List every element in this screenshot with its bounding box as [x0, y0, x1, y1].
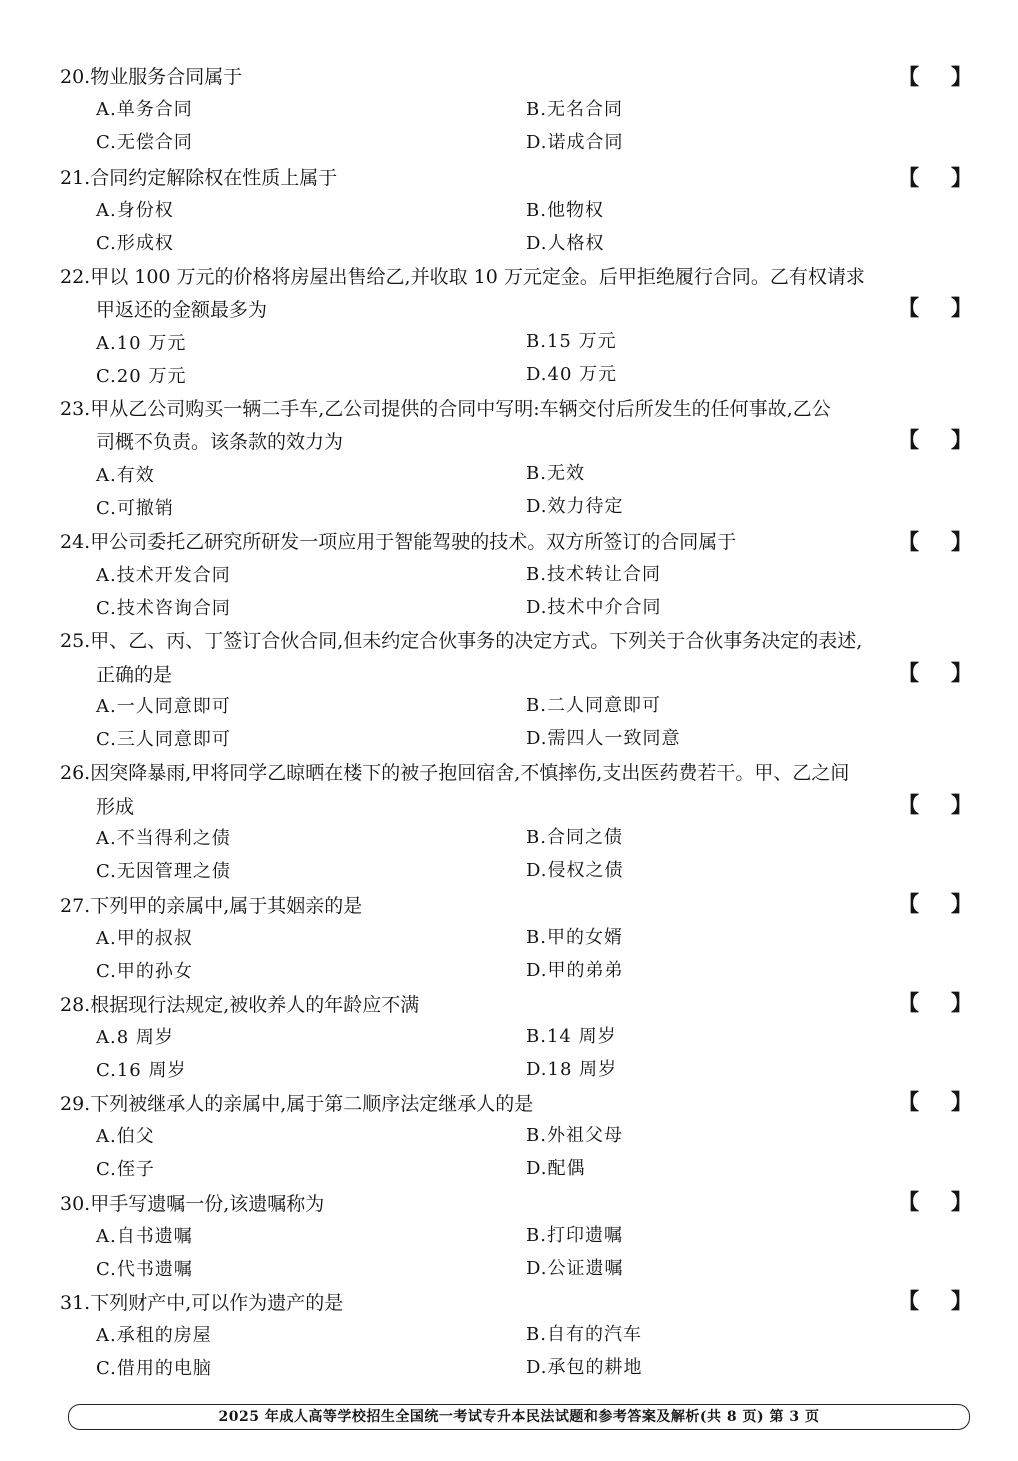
option-a[interactable]: A.单务合同 — [96, 99, 193, 120]
answer-bracket[interactable]: 【 】 — [898, 64, 972, 89]
question-stem-continued: 正确的是 — [96, 664, 173, 686]
option-d[interactable]: D.效力待定 — [526, 496, 624, 517]
answer-bracket[interactable]: 【 】 — [898, 1089, 972, 1114]
question-stem-continued: 形成 — [96, 796, 135, 818]
option-b[interactable]: B.外祖父母 — [526, 1125, 623, 1146]
option-a[interactable]: A.甲的叔叔 — [96, 928, 193, 949]
option-d[interactable]: D.公证遗嘱 — [526, 1258, 624, 1279]
question-stem-continued: 司概不负责。该条款的效力为 — [96, 431, 344, 453]
option-b[interactable]: B.技术转让合同 — [526, 564, 661, 585]
question-stem: 21.合同约定解除权在性质上属于 — [60, 167, 338, 189]
option-a[interactable]: A.自书遗嘱 — [96, 1226, 193, 1247]
option-b[interactable]: B.14 周岁 — [526, 1026, 617, 1047]
option-d[interactable]: D.人格权 — [526, 233, 605, 254]
answer-bracket[interactable]: 【 】 — [898, 295, 972, 320]
question-stem: 24.甲公司委托乙研究所研发一项应用于智能驾驶的技术。双方所签订的合同属于 — [60, 531, 737, 553]
option-a[interactable]: A.8 周岁 — [96, 1027, 174, 1048]
answer-bracket[interactable]: 【 】 — [898, 1288, 972, 1313]
option-d[interactable]: D.18 周岁 — [526, 1059, 618, 1080]
option-b[interactable]: B.无名合同 — [526, 99, 623, 120]
option-c[interactable]: C.可撤销 — [96, 498, 174, 519]
question-stem: 26.因突降暴雨,甲将同学乙晾晒在楼下的被子抱回宿舍,不慎摔伤,支出医药费若干。甲、乙之间 — [60, 762, 850, 784]
option-b[interactable]: B.15 万元 — [526, 331, 617, 352]
option-a[interactable]: A.一人同意即可 — [96, 696, 231, 717]
option-b[interactable]: B.他物权 — [526, 200, 604, 221]
option-c[interactable]: C.技术咨询合同 — [96, 598, 231, 619]
option-b[interactable]: B.无效 — [526, 463, 585, 484]
option-a[interactable]: A.伯父 — [96, 1126, 155, 1147]
option-d[interactable]: D.配偶 — [526, 1158, 586, 1179]
option-d[interactable]: D.侵权之债 — [526, 860, 624, 881]
question-stem: 28.根据现行法规定,被收养人的年龄应不满 — [60, 994, 420, 1016]
question-stem: 27.下列甲的亲属中,属于其姻亲的是 — [60, 895, 363, 917]
question-stem: 22.甲以 100 万元的价格将房屋出售给乙,并收取 10 万元定金。后甲拒绝履行合同。乙有权请求 — [60, 266, 865, 288]
option-a[interactable]: A.技术开发合同 — [96, 565, 231, 586]
option-a[interactable]: A.有效 — [96, 465, 155, 486]
option-c[interactable]: C.三人同意即可 — [96, 729, 231, 750]
option-c[interactable]: C.16 周岁 — [96, 1060, 187, 1081]
option-b[interactable]: B.自有的汽车 — [526, 1324, 642, 1345]
option-c[interactable]: C.无因管理之债 — [96, 861, 231, 882]
option-d[interactable]: D.承包的耕地 — [526, 1357, 643, 1378]
option-a[interactable]: A.不当得利之债 — [96, 828, 231, 849]
option-c[interactable]: C.侄子 — [96, 1159, 155, 1180]
option-c[interactable]: C.代书遗嘱 — [96, 1259, 193, 1280]
question-stem: 29.下列被继承人的亲属中,属于第二顺序法定继承人的是 — [60, 1093, 534, 1115]
question-stem: 23.甲从乙公司购买一辆二手车,乙公司提供的合同中写明:车辆交付后所发生的任何事故,乙公 — [60, 398, 831, 420]
question-stem: 20.物业服务合同属于 — [60, 66, 243, 88]
option-d[interactable]: D.40 万元 — [526, 364, 618, 385]
answer-bracket[interactable]: 【 】 — [898, 792, 972, 817]
answer-bracket[interactable]: 【 】 — [898, 1189, 972, 1214]
answer-bracket[interactable]: 【 】 — [898, 529, 972, 554]
option-b[interactable]: B.二人同意即可 — [526, 695, 661, 716]
answer-bracket[interactable]: 【 】 — [898, 660, 972, 685]
option-d[interactable]: D.诺成合同 — [526, 132, 624, 153]
page-footer: 2025 年成人高等学校招生全国统一考试专升本民法试题和参考答案及解析(共 8 页) 第 3 页 — [68, 1404, 970, 1430]
option-d[interactable]: D.甲的弟弟 — [526, 960, 624, 981]
answer-bracket[interactable]: 【 】 — [898, 427, 972, 452]
option-c[interactable]: C.无偿合同 — [96, 132, 193, 153]
option-a[interactable]: A.承租的房屋 — [96, 1325, 212, 1346]
option-c[interactable]: C.甲的孙女 — [96, 961, 193, 982]
option-c[interactable]: C.20 万元 — [96, 366, 187, 387]
question-stem: 31.下列财产中,可以作为遗产的是 — [60, 1292, 344, 1314]
option-c[interactable]: C.借用的电脑 — [96, 1358, 212, 1379]
answer-bracket[interactable]: 【 】 — [898, 990, 972, 1015]
option-b[interactable]: B.打印遗嘱 — [526, 1225, 623, 1246]
question-stem: 30.甲手写遗嘱一份,该遗嘱称为 — [60, 1193, 325, 1215]
option-d[interactable]: D.需四人一致同意 — [526, 728, 681, 749]
option-b[interactable]: B.合同之债 — [526, 827, 623, 848]
question-stem-continued: 甲返还的金额最多为 — [96, 299, 268, 321]
question-stem: 25.甲、乙、丙、丁签订合伙合同,但未约定合伙事务的决定方式。下列关于合伙事务决定的表述, — [60, 630, 863, 652]
answer-bracket[interactable]: 【 】 — [898, 165, 972, 190]
option-d[interactable]: D.技术中介合同 — [526, 597, 662, 618]
option-a[interactable]: A.10 万元 — [96, 333, 187, 354]
answer-bracket[interactable]: 【 】 — [898, 891, 972, 916]
option-c[interactable]: C.形成权 — [96, 233, 174, 254]
option-a[interactable]: A.身份权 — [96, 200, 174, 221]
option-b[interactable]: B.甲的女婿 — [526, 927, 623, 948]
